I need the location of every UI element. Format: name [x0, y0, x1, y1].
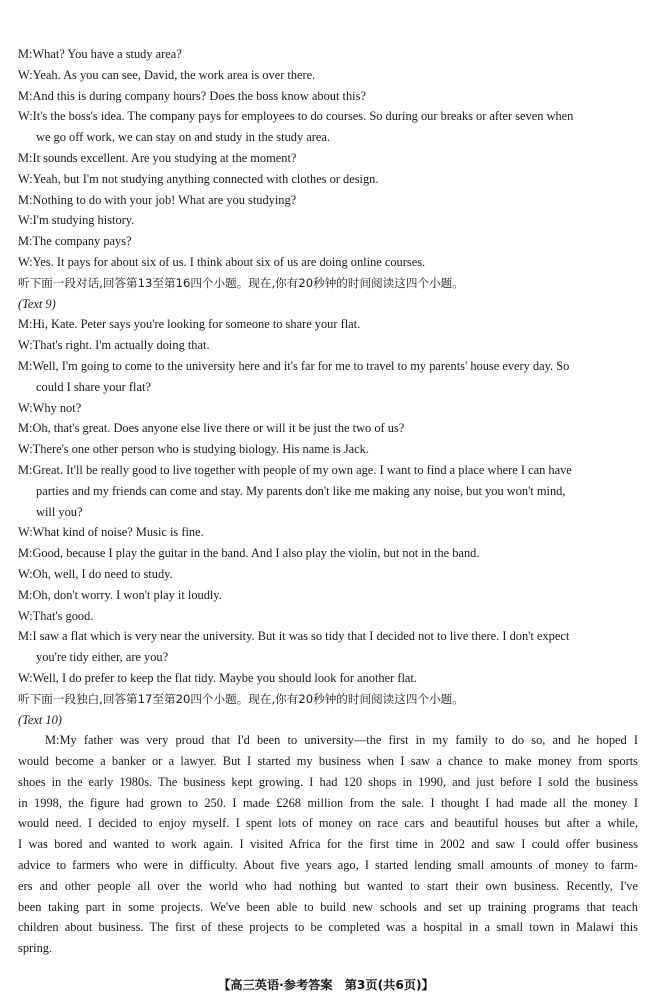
dialogue-line: W:There's one other person who is studying biology. His name is Jack. [18, 442, 369, 457]
dialogue-line: W:Yeah, but I'm not studying anything connected with clothes or design. [18, 171, 379, 186]
dialogue-line: W:Oh, well, I do need to study. [18, 566, 173, 581]
dialogue-line: W:What kind of noise? Music is fine. [18, 525, 204, 540]
dialogue-text-9 [18, 314, 638, 688]
dialogue-line: W:Yes. It pays for about six of us. I think about six of us are doing online courses. [18, 254, 426, 269]
dialogue-text-8 [18, 44, 638, 273]
dialogue-line: M:Nothing to do with your job! What are you studying? [18, 192, 297, 207]
monologue-line: M:My father was very proud that I'd been to university—the first in my family to do so, and he hoped I [45, 733, 638, 748]
monologue-line: would become a banker or a lawyer. But I started my business when I saw a chance to make money from sports [18, 754, 638, 769]
dialogue-line: W:I'm studying history. [18, 213, 135, 228]
instruction-text-9: 听下面一段对话,回答第13至第16四个小题。现在,你有20秒钟的时间阅读这四个小题。 [18, 275, 464, 290]
dialogue-line-continuation: you're tidy either, are you? [36, 650, 169, 665]
dialogue-line: M:The company pays? [18, 234, 132, 249]
dialogue-line: M:I saw a flat which is very near the university. But it was so tidy that I decided not to live there. I don't expect [18, 629, 570, 644]
text-9-label: (Text 9) [18, 296, 56, 311]
dialogue-line: M:Good, because I play the guitar in the band. And I also play the violin, but not in the band. [18, 546, 480, 561]
monologue-line: advice to farmers who were in difficulty. About five years ago, I started lending small amounts of money to farm- [18, 858, 638, 873]
monologue-line: shoes in the early 1980s. The business kept growing. I had 120 shops in 1990, and just before I sold the business [18, 774, 638, 789]
dialogue-line: M:What? You have a study area? [18, 47, 182, 61]
dialogue-line-continuation: will you? [36, 504, 83, 519]
dialogue-line: M:It sounds excellent. Are you studying at the moment? [18, 150, 297, 165]
dialogue-line: W:That's right. I'm actually doing that. [18, 338, 210, 353]
monologue-line: I was bored and wanted to work again. I visited Africa for the first time in 2002 and saw I could offer business [18, 837, 638, 852]
dialogue-line-continuation: we go off work, we can stay on and study in the study area. [36, 130, 330, 145]
dialogue-line: W:It's the boss's idea. The company pays for employees to do courses. So during our breaks or after seven when [18, 109, 574, 124]
page-footer: 【高三英语·参考答案 第3页(共6页)】 [218, 978, 434, 992]
monologue-line: would need. I decided to enjoy myself. I spent lots of money on race cars and beautiful houses but after a while, [18, 816, 638, 831]
dialogue-line: M:And this is during company hours? Does the boss know about this? [18, 88, 366, 103]
dialogue-line: W:Yeah. As you can see, David, the work area is over there. [18, 67, 316, 82]
dialogue-line: M:Oh, that's great. Does anyone else live there or will it be just the two of us? [18, 421, 405, 436]
text-10-label: (Text 10) [18, 712, 62, 727]
dialogue-line: W:Well, I do prefer to keep the flat tidy. Maybe you should look for another flat. [18, 670, 417, 685]
monologue-line: in 1998, the figure had grown to 250. I made £268 million from the sale. I thought I had made all the money I [18, 795, 638, 810]
instruction-text-10: 听下面一段独白,回答第17至第20四个小题。现在,你有20秒钟的时间阅读这四个小题。 [18, 691, 464, 706]
transcript-body [18, 44, 638, 959]
monologue-line: spring. [18, 941, 53, 956]
monologue-text-10 [18, 730, 638, 959]
dialogue-line: M:Well, I'm going to come to the university here and it's far for me to travel to my parents' house every day. So [18, 358, 570, 373]
dialogue-line: M:Hi, Kate. Peter says you're looking for someone to share your flat. [18, 317, 361, 332]
dialogue-line: W:That's good. [18, 608, 94, 623]
monologue-line: been taking part in some projects. We've been able to build new schools and set up training programs that teach [18, 899, 638, 914]
dialogue-line: W:Why not? [18, 400, 82, 415]
dialogue-line-continuation: parties and my friends can come and stay. My parents don't like me making any noise, but you won't mind, [36, 483, 566, 498]
monologue-line: children about business. The first of these projects to be completed was a hospital in a small town in Malawi this [18, 920, 638, 935]
dialogue-line-continuation: could I share your flat? [36, 379, 151, 394]
dialogue-line: M:Great. It'll be really good to live together with people of my own age. I want to find a place where I can have [18, 462, 572, 477]
dialogue-line: M:Oh, don't worry. I won't play it loudly. [18, 587, 222, 602]
monologue-line: ers and other people all over the world who had nothing but wanted to start their own business. Recently, I've [18, 878, 638, 893]
